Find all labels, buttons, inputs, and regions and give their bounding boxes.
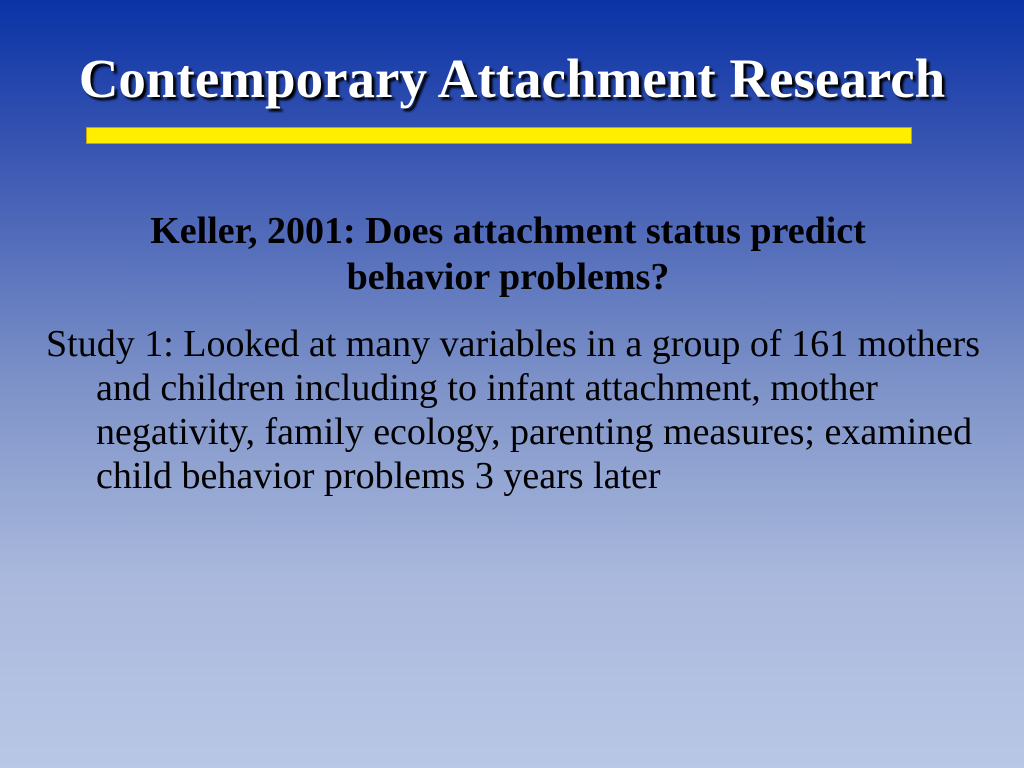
subheading-line-1: Keller, 2001: Does attachment status predict [150,210,866,252]
slide-title: Contemporary Attachment Research [78,48,946,109]
slide-subheading [40,208,976,300]
slide-body-text: Study 1: Looked at many variables in a group of 161 mothers and children including to infant attachment, mother negativity, family ecology, parenting measures; examined child behavior problems 3 years later [46,323,980,497]
subheading-line-2: behavior problems? [346,256,670,298]
title-accent-bar [86,127,912,144]
